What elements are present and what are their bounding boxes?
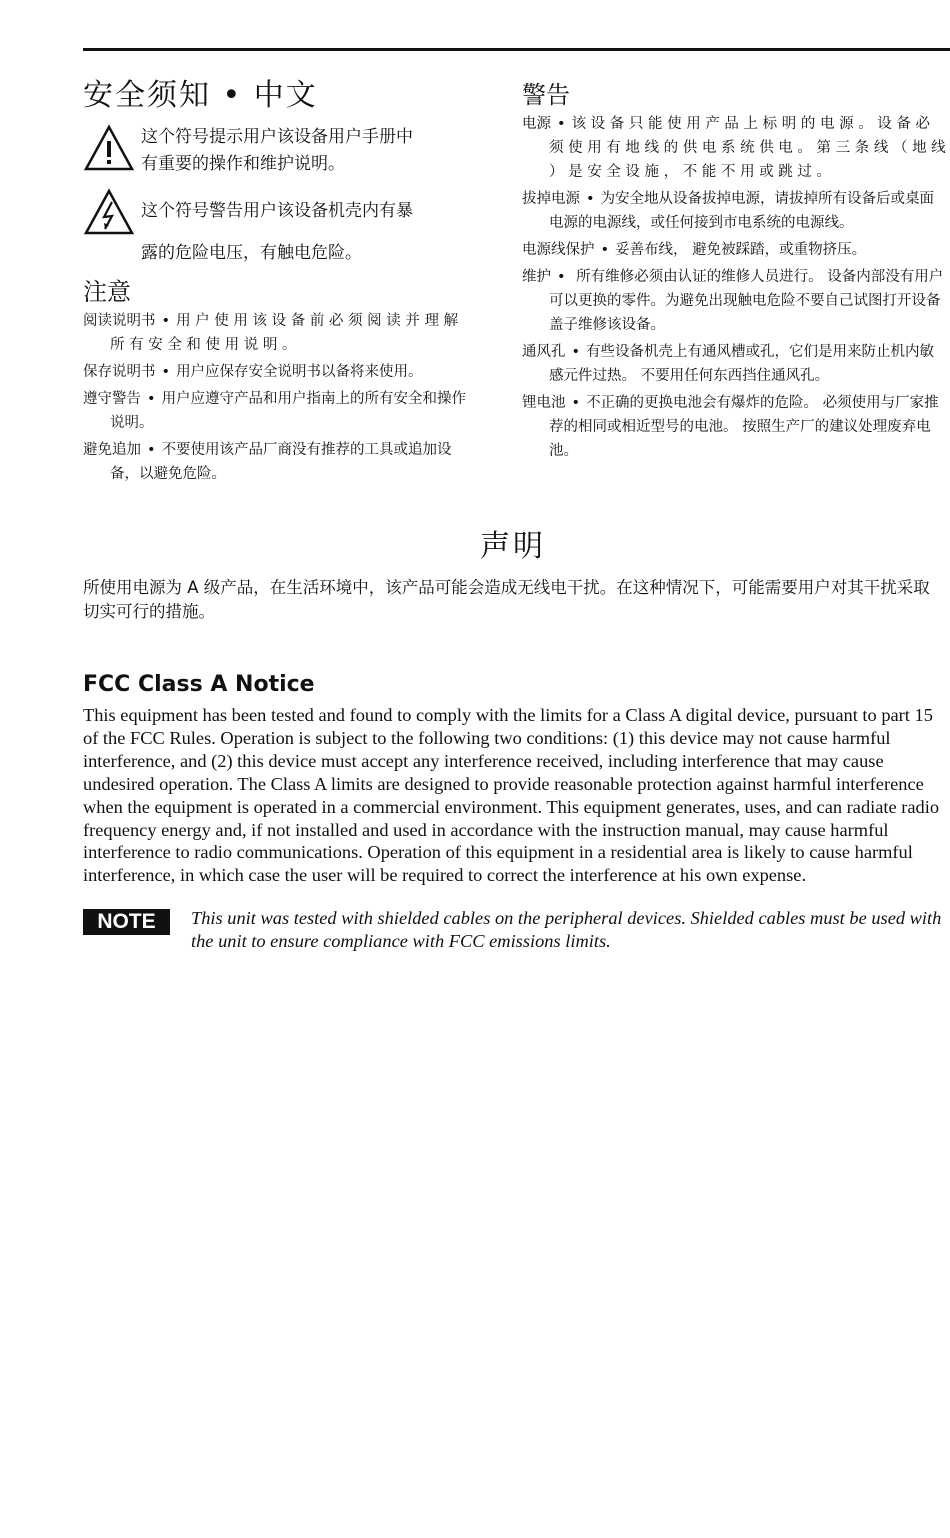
list-item (522, 238, 947, 262)
list-item (83, 309, 468, 357)
safety-right-column (522, 80, 947, 466)
bullet: • (161, 313, 171, 329)
lightning-triangle-icon (83, 188, 135, 236)
safety-title: 安全须知 • 中文 (83, 78, 318, 113)
shock-symbol-line2: 露的危险电压，有触电危险。 (141, 243, 362, 263)
item-term: 电源线保护 (522, 242, 595, 258)
fcc-section (83, 670, 943, 953)
list-item (522, 265, 947, 337)
note-badge: NOTE (83, 909, 170, 935)
item-term: 锂电池 (522, 395, 566, 411)
item-term: 遵守警告 (83, 391, 141, 407)
item-term: 保存说明书 (83, 364, 156, 380)
item-term: 维护 (522, 269, 551, 285)
statement-title: 声明 (480, 529, 546, 564)
item-text: 为安全地从设备拔掉电源，请拔掉所有设备后或桌面电源的电源线，或任何接到市电系统的电源线。 (549, 191, 935, 231)
item-text: 有些设备机壳上有通风槽或孔，它们是用来防止机内敏感元件过热。 不要用任何东西挡住通风孔。 (549, 344, 935, 384)
top-rule (83, 48, 950, 51)
warning-list (522, 112, 947, 463)
list-item (522, 187, 947, 235)
item-term: 拔掉电源 (522, 191, 580, 207)
note-text: This unit was tested with shielded cables on the peripheral devices. Shielded cables must be used with the unit to ensure compliance with FCC emissions limits. (191, 908, 942, 952)
item-text: 所有维修必须由认证的维修人员进行。 设备内部没有用户可以更换的零件。为避免出现触电危险不要自己试图打开设备盖子维修该设备。 (549, 269, 944, 333)
item-term: 阅读说明书 (83, 313, 156, 329)
notice-heading: 注意 (83, 278, 131, 306)
warning-symbol-line2: 有重要的操作和维护说明。 (141, 154, 345, 174)
item-term: 通风孔 (522, 344, 566, 360)
fcc-title: FCC Class A Notice (83, 672, 315, 697)
shock-symbol-line1: 这个符号警告用户该设备机壳内有暴 (141, 201, 413, 221)
item-term: 避免追加 (83, 442, 141, 458)
shock-symbol-row (83, 188, 468, 236)
exclamation-triangle-icon (83, 124, 135, 172)
bullet: • (557, 116, 566, 132)
statement-text: 所使用电源为 A 级产品，在生活环境中，该产品可能会造成无线电干扰。在这种情况下，可能需要用户对其干扰采取切实可行的措施。 (83, 578, 930, 621)
item-text: 不要使用该产品厂商没有推荐的工具或追加设备，以避免危险。 (110, 442, 452, 482)
warning-symbol-text (141, 124, 413, 178)
item-text: 用 户 使 用 该 设 备 前 必 须 阅 读 并 理 解 所 有 安 全 和 使 用 说 明 。 (110, 313, 459, 353)
bullet: • (557, 269, 566, 285)
bullet: • (600, 242, 610, 258)
note-row (83, 907, 943, 953)
statement-section (83, 526, 943, 624)
bullet: • (571, 344, 581, 360)
bullet: • (147, 442, 156, 458)
warning-symbol-line1: 这个符号提示用户该设备用户手册中 (141, 127, 413, 147)
list-item (83, 387, 468, 435)
warning-heading: 警告 (522, 81, 570, 109)
fcc-body: This equipment has been tested and found to comply with the limits for a Class A digital device, pursuant to part 15 of the FCC Rules. Operation is subject to the following two conditions: (1) this device may not cause harmful interference, and (2) this device must accept any interference received, including interference that may cause undesired operation. The Class A limits are designed to provide reasonable protection against harmful interference when the equipment is operated in a commercial environment. This equipment generates, uses, and can radiate radio frequency energy and, if not installed and used in accordance with the instruction manual, may cause harmful interference to radio communications. Operation of this equipment in a residential area is likely to cause harmful interference, in which case the user will be required to correct the interference at his own expense. (83, 705, 940, 886)
item-text: 用户应保存安全说明书以备将来使用。 (176, 364, 423, 380)
list-item (522, 112, 947, 184)
list-item (83, 360, 468, 384)
warning-symbol-row (83, 124, 468, 178)
safety-left-column (83, 76, 468, 489)
item-text: 该 设 备 只 能 使 用 产 品 上 标 明 的 电 源 。 设 备 必 须 使 用 有 地 线 的 供 电 系 统 供 电 。 第 三 条 线 （ 地 线 ） 是 安 全 设 施 ， 不 能 不 用 或 跳 过 。 (549, 116, 946, 180)
bullet: • (586, 191, 595, 207)
bullet: • (571, 395, 581, 411)
item-term: 电源 (522, 116, 551, 132)
bullet: • (161, 364, 171, 380)
bullet: • (147, 391, 156, 407)
notice-list (83, 309, 468, 486)
list-item (522, 391, 947, 463)
list-item (83, 438, 468, 486)
shock-symbol-text (141, 198, 413, 225)
item-text: 不正确的更换电池会有爆炸的危险。 必须使用与厂家推荐的相同或相近型号的电池。 按照生产厂的建议处理废弃电池。 (549, 395, 939, 459)
item-text: 用户应遵守产品和用户指南上的所有安全和操作说明。 (110, 391, 467, 431)
item-text: 妥善布线， 避免被踩踏，或重物挤压。 (615, 242, 867, 258)
list-item (522, 340, 947, 388)
